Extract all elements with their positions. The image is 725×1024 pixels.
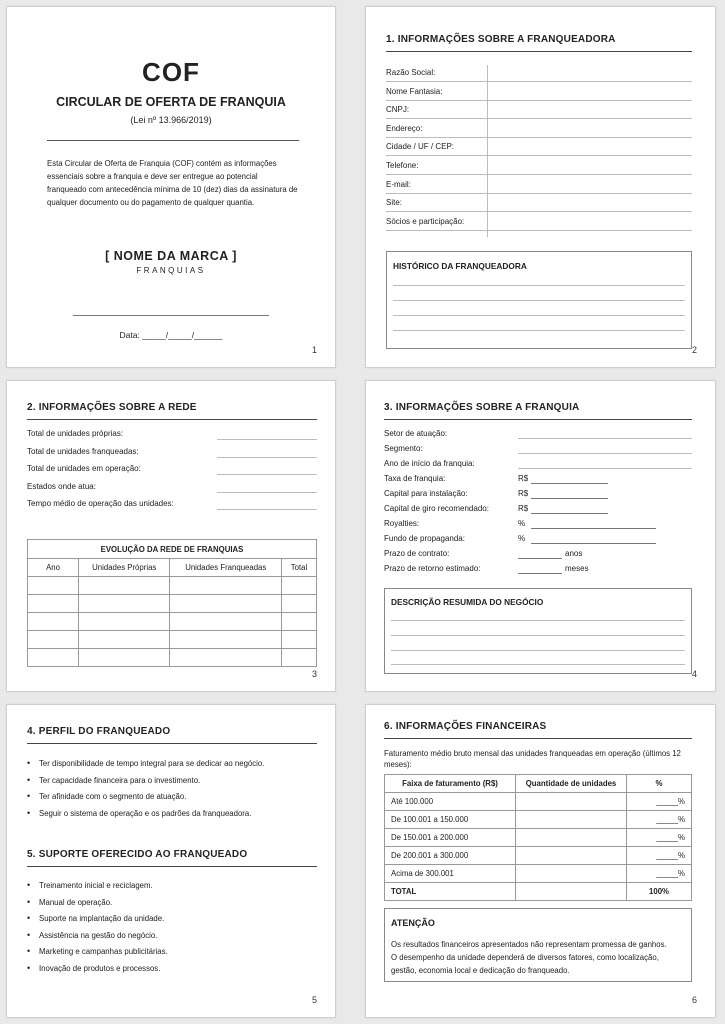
field-input-line[interactable] xyxy=(518,573,562,574)
field-label: Nome Fantasia: xyxy=(386,86,443,96)
intro-paragraph: Esta Circular de Oferta de Franquia (COF) contém as informações essenciais sobre a franquia e deve ser entregue ao potencial franqueado com antecedência mínima de 10 (dez) dias da assinatura de qualquer documento ou do pagamento de qualquer quantia. xyxy=(47,159,298,207)
page-number: 2 xyxy=(691,345,697,355)
page-3 xyxy=(6,380,336,692)
page-4 xyxy=(365,380,716,692)
page-1 xyxy=(6,6,336,368)
revenue-range: Acima de 300.001 xyxy=(385,865,516,883)
field-input-line[interactable] xyxy=(217,439,317,440)
attention-line: Os resultados financeiros apresentados não representam promessa de ganhos. xyxy=(391,940,667,949)
revenue-intro: Faturamento médio bruto mensal das unidades franqueadas em operação (últimos 12 meses): xyxy=(384,749,681,769)
field-input-line[interactable] xyxy=(386,174,692,175)
form-column-divider xyxy=(487,65,488,237)
field-label: Taxa de franquia: xyxy=(384,474,446,483)
percent-cell[interactable]: _____% xyxy=(627,811,692,829)
table-row[interactable] xyxy=(28,631,317,649)
field-label: Royalties: xyxy=(384,519,420,528)
percent-cell[interactable]: _____% xyxy=(627,847,692,865)
document-title: COF xyxy=(142,57,200,87)
field-input-line[interactable] xyxy=(518,558,562,559)
section-title xyxy=(384,721,692,739)
list-item: • Suporte na implantação da unidade. xyxy=(39,914,164,923)
field-label: Total de unidades próprias: xyxy=(27,429,124,438)
page-2 xyxy=(365,6,716,368)
quantity-cell[interactable] xyxy=(516,793,627,811)
list-item: • Inovação de produtos e processos. xyxy=(39,964,160,973)
signature-line xyxy=(73,315,269,316)
field-input-line[interactable] xyxy=(531,498,608,499)
list-item: • Seguir o sistema de operação e os padrões da franqueadora. xyxy=(39,809,251,818)
field-prefix: % xyxy=(518,534,526,543)
list-item: • Assistência na gestão do negócio. xyxy=(39,931,157,940)
list-item: • Ter disponibilidade de tempo integral para se dedicar ao negócio. xyxy=(39,759,264,768)
attention-title: ATENÇÃO xyxy=(391,918,435,928)
writing-line xyxy=(393,300,685,301)
field-prefix: R$ xyxy=(518,474,529,483)
field-input-line[interactable] xyxy=(386,155,692,156)
law-reference: (Lei nº 13.966/2019) xyxy=(130,115,212,125)
column-header: Faixa de faturamento (R$) xyxy=(385,775,516,793)
field-input-line[interactable] xyxy=(217,457,317,458)
field-input-line[interactable] xyxy=(386,193,692,194)
writing-line xyxy=(393,330,685,331)
list-item: • Treinamento inicial e reciclagem. xyxy=(39,881,153,890)
table-header-row xyxy=(28,559,317,577)
writing-line xyxy=(391,635,685,636)
percent-cell[interactable]: _____% xyxy=(627,829,692,847)
writing-line xyxy=(393,285,685,286)
section-title-text: 3. INFORMAÇÕES SOBRE A FRANQUIA xyxy=(384,402,580,413)
quantity-cell[interactable] xyxy=(516,847,627,865)
column-header: Unidades Franqueadas xyxy=(170,559,282,577)
document-subtitle: CIRCULAR DE OFERTA DE FRANQUIA xyxy=(56,95,286,109)
writing-line xyxy=(393,315,685,316)
field-label: Capital para instalação: xyxy=(384,489,468,498)
attention-line: gestão, economia local e dedicação do franqueado. xyxy=(391,966,570,975)
field-input-line[interactable] xyxy=(386,81,692,82)
field-label: Razão Social: xyxy=(386,68,436,77)
brand-subtitle: FRANQUIAS xyxy=(136,266,206,275)
field-suffix: anos xyxy=(565,549,583,558)
total-percent: 100% xyxy=(627,883,692,901)
revenue-table xyxy=(384,774,692,901)
field-suffix: meses xyxy=(565,564,589,573)
page-5 xyxy=(6,704,336,1018)
field-input-line[interactable] xyxy=(531,513,608,514)
attention-line: O desempenho da unidade dependerá de diversos fatores, como localização, xyxy=(391,953,659,962)
table-row xyxy=(385,847,692,865)
date-field: Data: _____/_____/______ xyxy=(119,330,223,340)
quantity-cell[interactable] xyxy=(516,865,627,883)
field-label: Ano de início da franquia: xyxy=(384,459,475,468)
network-evolution-table xyxy=(27,539,317,667)
history-box-title: HISTÓRICO DA FRANQUEADORA xyxy=(393,261,527,271)
revenue-range: De 150.001 a 200.000 xyxy=(385,829,516,847)
page-number: 5 xyxy=(311,995,317,1005)
section-title-text: 1. INFORMAÇÕES SOBRE A FRANQUEADORA xyxy=(386,34,616,45)
business-description-title: DESCRIÇÃO RESUMIDA DO NEGÓCIO xyxy=(391,597,544,607)
table-row[interactable] xyxy=(28,595,317,613)
field-label: Fundo de propaganda: xyxy=(384,534,465,543)
page-number: 3 xyxy=(311,669,317,679)
field-label: Prazo de retorno estimado: xyxy=(384,564,481,573)
field-input-line[interactable] xyxy=(386,118,692,119)
field-label: CNPJ: xyxy=(386,105,410,115)
field-label: Total de unidades em operação: xyxy=(27,464,141,474)
section-4-title xyxy=(27,726,317,744)
field-label: Endereço: xyxy=(386,123,423,133)
field-input-line[interactable] xyxy=(531,528,656,529)
revenue-range: De 100.001 a 150.000 xyxy=(385,811,516,829)
table-header-row xyxy=(385,775,692,793)
section-title-text: 2. INFORMAÇÕES SOBRE A REDE xyxy=(27,402,197,413)
list-item: • Manual de operação. xyxy=(39,898,112,907)
field-input-line[interactable] xyxy=(386,211,692,212)
divider xyxy=(47,140,299,141)
total-quantity-cell[interactable] xyxy=(516,883,627,901)
table-title: EVOLUÇÃO DA REDE DE FRANQUIAS xyxy=(28,540,317,559)
column-header: % xyxy=(627,775,692,793)
field-label: Segmento: xyxy=(384,444,423,453)
section-title xyxy=(384,402,692,420)
table-row xyxy=(385,829,692,847)
table-row xyxy=(385,811,692,829)
field-label: Telefone: xyxy=(386,161,419,170)
table-row[interactable] xyxy=(28,613,317,631)
field-input-line[interactable] xyxy=(217,474,317,475)
field-label: Prazo de contrato: xyxy=(384,549,450,558)
list-item: • Marketing e campanhas publicitárias. xyxy=(39,947,168,956)
section-title-text: 6. INFORMAÇÕES FINANCEIRAS xyxy=(384,721,547,732)
percent-cell[interactable]: _____% xyxy=(627,793,692,811)
writing-line xyxy=(391,650,685,651)
field-label: Estados onde atua: xyxy=(27,481,96,491)
revenue-range: De 200.001 a 300.000 xyxy=(385,847,516,865)
field-input-line[interactable] xyxy=(518,438,692,439)
section-title xyxy=(386,34,692,52)
field-label: Site: xyxy=(386,198,403,208)
column-header: Ano xyxy=(28,559,79,577)
column-header: Unidades Próprias xyxy=(79,559,170,577)
field-label: Sócios e participação: xyxy=(386,216,465,226)
table-row[interactable] xyxy=(28,649,317,667)
page-number: 1 xyxy=(311,345,317,355)
field-prefix: R$ xyxy=(518,489,529,498)
section-title-text: 5. SUPORTE OFERECIDO AO FRANQUEADO xyxy=(27,849,248,860)
field-input-line[interactable] xyxy=(518,453,692,454)
field-label: Tempo médio de operação das unidades: xyxy=(27,499,174,509)
field-label: Cidade / UF / CEP: xyxy=(386,142,455,152)
field-input-line[interactable] xyxy=(531,543,656,544)
section-title-text: 4. PERFIL DO FRANQUEADO xyxy=(27,726,171,737)
field-input-line[interactable] xyxy=(386,137,692,138)
total-label: TOTAL xyxy=(385,883,516,901)
field-prefix: R$ xyxy=(518,504,529,513)
list-item: • Ter afinidade com o segmento de atuação. xyxy=(39,792,186,801)
brand-name: [ NOME DA MARCA ] xyxy=(105,249,237,263)
table-total-row xyxy=(385,883,692,901)
table-body xyxy=(385,793,692,883)
field-input-line[interactable] xyxy=(386,230,692,231)
attention-box xyxy=(384,908,692,982)
field-label: Setor de atuação: xyxy=(384,429,448,438)
quantity-cell[interactable] xyxy=(516,811,627,829)
writing-line xyxy=(391,664,685,665)
table-row[interactable] xyxy=(28,577,317,595)
field-input-line[interactable] xyxy=(531,483,608,484)
field-input-line[interactable] xyxy=(518,468,692,469)
column-header: Quantidade de unidades xyxy=(516,775,627,793)
history-box[interactable] xyxy=(386,251,692,349)
page-number: 6 xyxy=(691,995,697,1005)
revenue-range: Até 100.000 xyxy=(385,793,516,811)
page-6 xyxy=(365,704,716,1018)
field-input-line[interactable] xyxy=(386,100,692,101)
table-row xyxy=(385,793,692,811)
column-header: Total xyxy=(282,559,317,577)
table-row xyxy=(385,865,692,883)
section-5-title xyxy=(27,849,317,867)
quantity-cell[interactable] xyxy=(516,829,627,847)
section-title xyxy=(27,402,317,420)
field-input-line[interactable] xyxy=(217,509,317,510)
field-label: Total de unidades franqueadas: xyxy=(27,446,139,456)
field-prefix: % xyxy=(518,519,526,528)
list-item: • Ter capacidade financeira para o investimento. xyxy=(39,776,200,785)
field-label: E-mail: xyxy=(386,179,411,189)
field-input-line[interactable] xyxy=(217,492,317,493)
writing-line xyxy=(391,620,685,621)
percent-cell[interactable]: _____% xyxy=(627,865,692,883)
field-label: Capital de giro recomendado: xyxy=(384,504,489,513)
business-description-box[interactable] xyxy=(384,588,692,674)
page-number: 4 xyxy=(691,669,697,679)
